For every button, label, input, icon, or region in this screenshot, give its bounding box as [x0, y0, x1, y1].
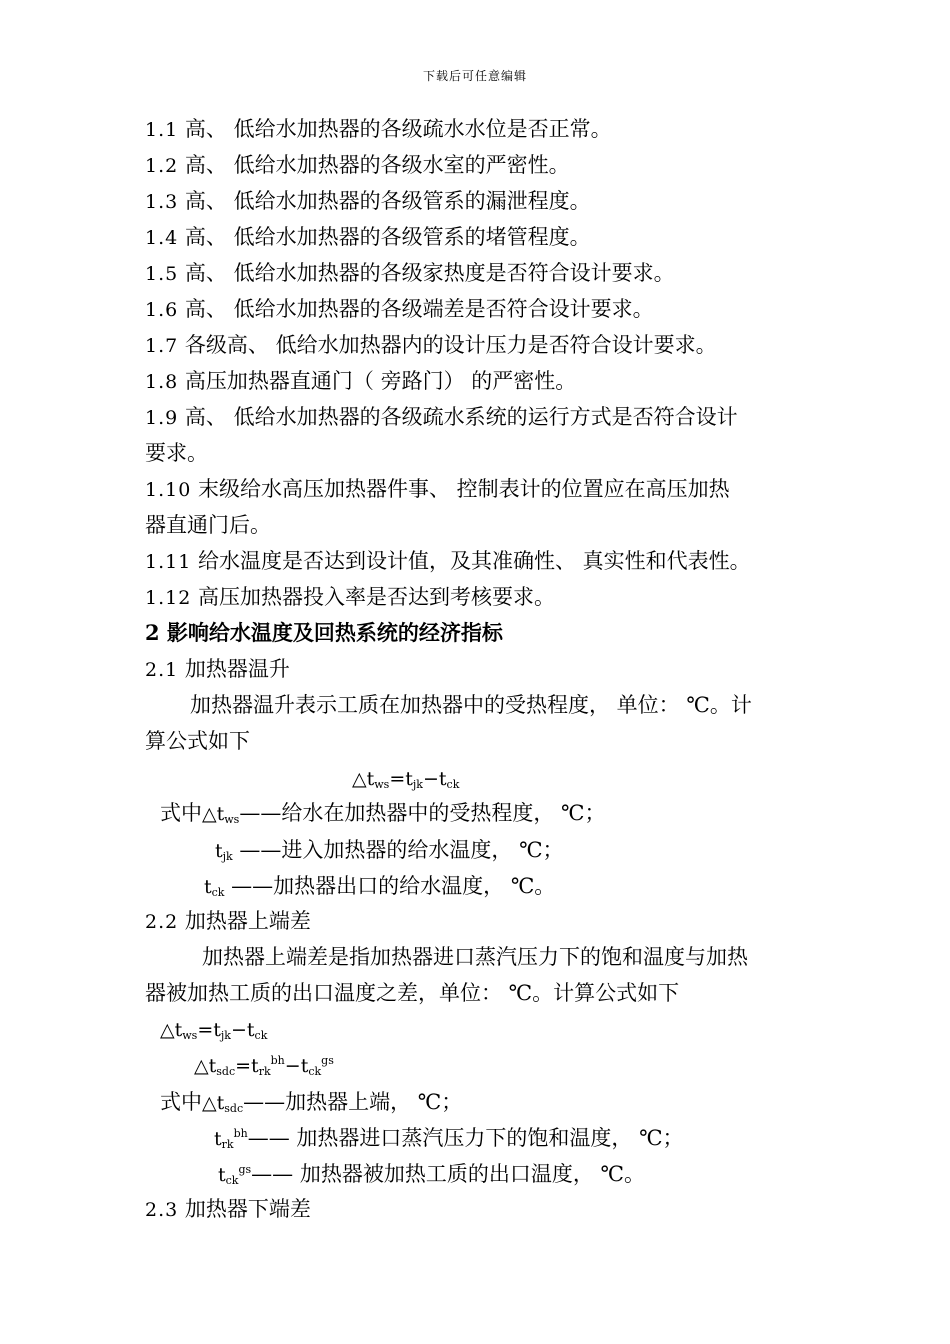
where-line: $t_{ck}^{gs}——$ 加热器被加热工质的出口温度， ℃。: [218, 1162, 645, 1187]
list-item: 1.2 高、 低给水加热器的各级水室的严密性。: [145, 153, 570, 177]
subsection-heading: 2.3 加热器下端差: [145, 1197, 311, 1221]
list-item: 1.7 各级高、 低给水加热器内的设计压力是否符合设计要求。: [145, 333, 717, 357]
formula: $\triangle t_{ws}=t_{jk}-t_{ck}$: [352, 768, 460, 791]
where-line: $t_{ck}$ ——加热器出口的给水温度， ℃。: [204, 874, 556, 899]
list-item: 1.10 末级给水高压加热器件事、 控制表计的位置应在高压加热: [145, 477, 730, 501]
list-item: 1.4 高、 低给水加热器的各级管系的堵管程度。: [145, 225, 591, 249]
subsection-heading: 2.1 加热器温升: [145, 657, 290, 681]
where-line: $t_{jk}$ ——进入加热器的给水温度， ℃；: [215, 838, 564, 863]
list-item-continuation: 要求。: [145, 441, 208, 465]
where-line: 式中$\triangle t_{ws}——$给水在加热器中的受热程度， ℃；: [160, 801, 606, 826]
subsection-heading: 2.2 加热器上端差: [145, 909, 311, 933]
page-header: 下载后可任意编辑: [422, 69, 527, 83]
formula: $\triangle t_{sdc}=t_{rk}^{bh}-t_{ck}^{gs}$: [194, 1054, 334, 1078]
list-item: 1.6 高、 低给水加热器的各级端差是否符合设计要求。: [145, 297, 654, 321]
paragraph-line: 加热器温升表示工质在加热器中的受热程度， 单位： ℃。计: [190, 693, 752, 717]
list-item: 1.8 高压加热器直通门（ 旁路门） 的严密性。: [145, 369, 577, 393]
list-item: 1.11 给水温度是否达到设计值，及其准确性、 真实性和代表性。: [145, 549, 751, 573]
formula: $\triangle t_{ws}=t_{jk}-t_{ck}$: [160, 1019, 268, 1042]
section-heading: 2 影响给水温度及回热系统的经济指标: [145, 620, 503, 645]
paragraph-line: 算公式如下: [145, 729, 250, 753]
where-line: $t_{rk}^{bh}——$ 加热器进口蒸汽压力下的饱和温度， ℃；: [214, 1126, 684, 1151]
paragraph-line: 加热器上端差是指加热器进口蒸汽压力下的饱和温度与加热: [202, 945, 748, 969]
where-line: 式中$\triangle t_{sdc}——$加热器上端， ℃；: [160, 1090, 463, 1115]
list-item: 1.1 高、 低给水加热器的各级疏水水位是否正常。: [145, 117, 612, 141]
list-item-continuation: 器直通门后。: [145, 513, 271, 537]
list-item: 1.9 高、 低给水加热器的各级疏水系统的运行方式是否符合设计: [145, 405, 738, 429]
list-item: 1.5 高、 低给水加热器的各级家热度是否符合设计要求。: [145, 261, 675, 285]
list-item: 1.3 高、 低给水加热器的各级管系的漏泄程度。: [145, 189, 591, 213]
paragraph-line: 器被加热工质的出口温度之差，单位： ℃。计算公式如下: [145, 981, 680, 1005]
list-item: 1.12 高压加热器投入率是否达到考核要求。: [145, 585, 555, 609]
